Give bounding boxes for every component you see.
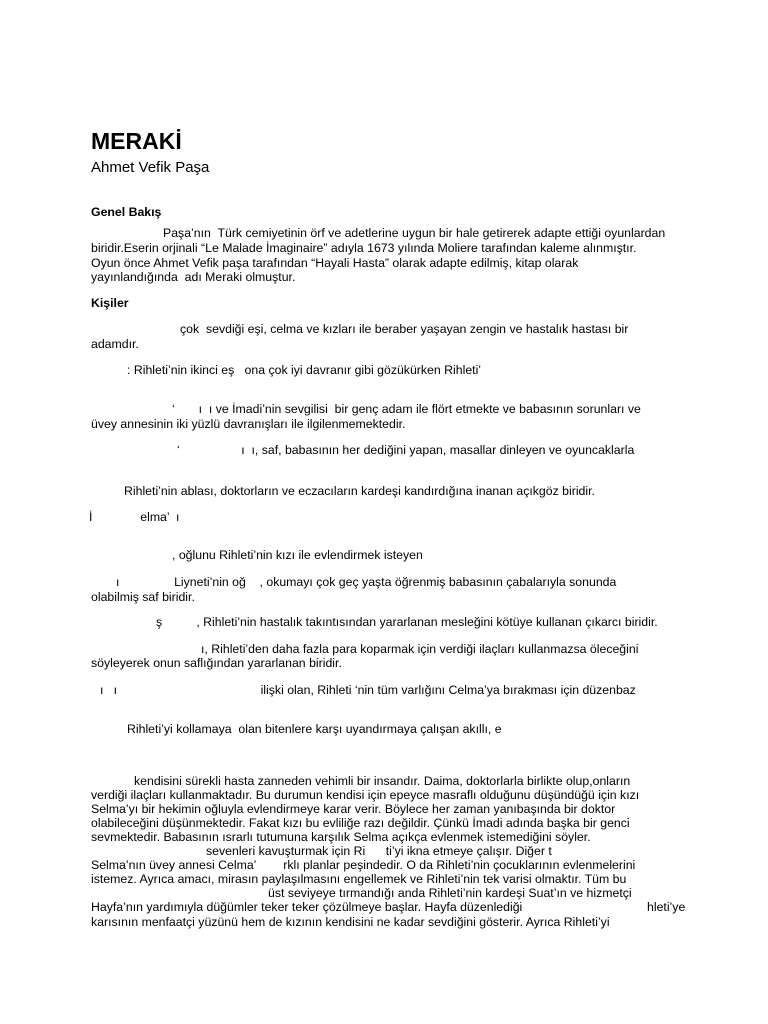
character-entry-line: çok sevdiği eşi, celma ve kızları ile beraber yaşayan zengin ve hastalık hastası bir bbox=[180, 322, 629, 336]
overview-line: Paşa’nın Türk cemiyetinin örf ve adetlerine uygun bir hale getirerek adapte ettiği oyunlardan bbox=[163, 226, 666, 240]
character-entry-line: üvey annesinin iki yüzlü davranışları ile ilgilenmemektedir. bbox=[91, 417, 406, 431]
summary-line: üst seviyeye tırmandığı anda Rihleti’nin kardeşi Suat’ın ve hizmetçi bbox=[268, 886, 632, 900]
character-entry-line: ı ı ilişki olan, Rihleti ‘nin tüm varlığını Celma’ya bırakması için düzenbaz bbox=[100, 683, 636, 697]
summary-line: sevenleri kavuşturmak için Ri ti’yi ikna etmeye çalışır. Diğer t bbox=[206, 844, 552, 858]
summary-line: Selma’nın üvey annesi Celma’ rklı planlar peşindedir. O da Rihleti’nin çocuklarının evlenmelerini bbox=[91, 858, 636, 872]
overview-line: yayınlandığında adı Meraki olmuştur. bbox=[91, 270, 296, 284]
overview-line: biridir.Eserin orjinali “Le Malade İmaginaire” adıyla 1673 yılında Moliere tarafından kaleme alınmıştır. bbox=[91, 241, 637, 255]
summary-line: karısının menfaatçi yüzünü hem de kızının kendisini ne kadar sevdiğini gösterir. Ayrıca Rihleti’yi bbox=[91, 915, 610, 929]
summary-line: verdiği ilaçları kullanmaktadır. Bu durumun kendisi için epeyce masraflı olduğunu düşündüğü için kızı bbox=[91, 788, 640, 802]
summary-line: hleti’ye bbox=[647, 900, 686, 914]
character-entry-line: Rihleti’nin ablası, doktorların ve eczacıların kardeşi kandırdığına inanan açıkgöz biridir. bbox=[124, 484, 595, 498]
overview-heading: Genel Bakış bbox=[91, 205, 162, 219]
character-entry-line: ‘ ı ı ve İmadi’nin sevgilisi bir genç adam ile flört etmekte ve babasının sorunları ve bbox=[172, 402, 641, 416]
character-entry-line: söyleyerek onun saflığından yararlanan biridir. bbox=[91, 656, 342, 670]
character-entry-line: olabilmiş saf biridir. bbox=[91, 590, 195, 604]
document-title: MERAKİ bbox=[91, 128, 182, 154]
character-entry-line: : Rihleti’nin ikinci eş ona çok iyi davranır gibi gözükürken Rihleti’ bbox=[127, 363, 482, 377]
summary-line: sevmektedir. Babasının ısrarlı tutumuna karşılık Selma açıkça evlenmek istemediğini söyler. bbox=[91, 830, 591, 844]
summary-line: istemez. Ayrıca amacı, mirasın paylaşılmasını engellemek ve Rihleti’nin tek varisi olmaktır. Tüm bu bbox=[91, 872, 627, 886]
summary-line: olabileceğini düşünmektedir. Fakat kızı bu evliliğe razı değildir. Çünkü İmadi adında başka bir genci bbox=[91, 816, 630, 830]
character-entry-line: ş , Rihleti’nin hastalık takıntısından yararlanan mesleğini kötüye kullanan çıkarcı biridir. bbox=[156, 615, 658, 629]
summary-line: kendisini sürekli hasta zanneden vehimli bir insandır. Daima, doktorlarla birlikte olup,onların bbox=[134, 774, 631, 788]
document-author: Ahmet Vefik Paşa bbox=[91, 159, 210, 176]
characters-heading: Kişiler bbox=[91, 296, 129, 310]
character-entry-line: ı, Rihleti’den daha fazla para koparmak için verdiği ilaçları kullanmazsa öleceğini bbox=[201, 642, 639, 656]
character-entry-line: adamdır. bbox=[91, 337, 139, 351]
character-entry-line: Rihleti’yi kollamaya olan bitenlere karşı uyandırmaya çalışan akıllı, e bbox=[127, 722, 502, 736]
character-entry-line: , oğlunu Rihleti’nin kızı ile evlendirmek isteyen bbox=[172, 548, 423, 562]
character-entry-line: ı Liyneti’nin oğ , okumayı çok geç yaşta öğrenmiş babasının çabalarıyla sonunda bbox=[116, 575, 617, 589]
summary-line: Selma’yı bir hekimin oğluyla evlendirmeye karar verir. Böylece her zaman yanıbaşında bir doktor bbox=[91, 802, 616, 816]
character-entry-line: ‘ ı ı, saf, babasının her dediğini yapan, masallar dinleyen ve oyuncaklarla bbox=[177, 443, 635, 457]
character-entry-line: İ elma’ ı bbox=[89, 510, 180, 524]
overview-line: Oyun önce Ahmet Vefik paşa tarafından “Hayali Hasta” olarak adapte edilmiş, kitap olarak bbox=[91, 256, 579, 270]
summary-line: Hayfa’nın yardımıyla düğümler teker teker çözülmeye başlar. Hayfa düzenlediği bbox=[91, 900, 523, 914]
